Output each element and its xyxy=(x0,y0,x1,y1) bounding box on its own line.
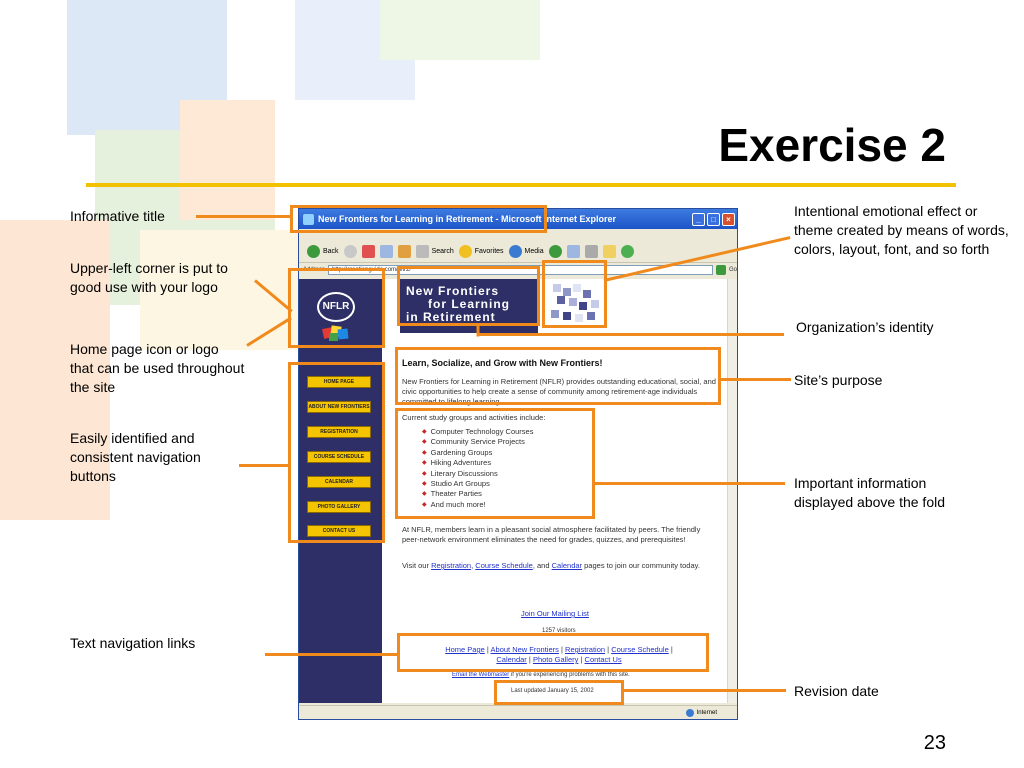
para2-suffix: pages to join our community today. xyxy=(584,561,700,570)
back-button[interactable] xyxy=(307,245,339,258)
banner-line-2: for Learning xyxy=(428,297,511,311)
banner-line-3: in Retirement xyxy=(406,310,496,324)
search-button[interactable] xyxy=(416,245,454,258)
nav-button-registration[interactable]: REGISTRATION xyxy=(307,426,371,438)
para2-sep-2: , and xyxy=(532,561,550,570)
back-label: Back xyxy=(323,248,339,255)
webmaster-line xyxy=(452,672,630,678)
deco-square-peach xyxy=(180,100,275,220)
media-button[interactable] xyxy=(509,245,544,258)
connector-nav xyxy=(239,464,288,467)
list-item: ◆ Literary Discussions xyxy=(422,469,545,479)
nav-separator: | xyxy=(528,655,531,664)
site-paragraph-1: At NFLR, members learn in a pleasant social atmosphere facilitated by peers. The friendly peer-network environment eliminates the need for grades, quizzes, and prerequisites! xyxy=(402,525,701,544)
media-label: Media xyxy=(524,248,544,255)
text-nav-registration[interactable]: Registration xyxy=(565,645,606,654)
site-headline: Learn, Socialize, and Grow with New Frontiers! xyxy=(402,358,603,368)
status-zone: Internet xyxy=(696,709,717,716)
close-icon[interactable]: × xyxy=(722,213,735,226)
address-field[interactable]: http://creationguide.com/nflr2/ xyxy=(328,265,713,275)
note-nav-buttons: Easily identified and consistent navigation buttons xyxy=(70,430,201,484)
mailing-list-link[interactable]: Join Our Mailing List xyxy=(521,609,589,618)
site-paragraph-2 xyxy=(402,561,702,571)
nav-separator: | xyxy=(670,645,673,654)
connector-identity-drop xyxy=(477,326,480,337)
nav-button-calendar[interactable]: CALENDAR xyxy=(307,476,371,488)
back-arrow-icon xyxy=(307,245,320,258)
para2-prefix: Visit our xyxy=(402,561,429,570)
refresh-icon[interactable] xyxy=(380,245,393,258)
browser-window xyxy=(298,208,738,720)
note-home-icon: Home page icon or logo that can be used throughout the site xyxy=(70,341,245,395)
note-emotional-effect: Intentional emotional effect or theme created by means of words, colors, layout, font, and so forth xyxy=(794,203,1009,257)
text-nav-calendar[interactable]: Calendar xyxy=(496,655,527,664)
nav-separator: | xyxy=(580,655,583,664)
page-viewport xyxy=(299,279,727,703)
webmaster-link[interactable]: Email the Webmaster xyxy=(452,672,510,678)
connector-revision xyxy=(624,689,786,692)
print-icon[interactable] xyxy=(585,245,598,258)
connector-text-nav xyxy=(265,653,397,656)
nflr-logo[interactable]: NFLR xyxy=(317,292,355,322)
globe-icon xyxy=(686,709,694,717)
nav-separator: | xyxy=(607,645,610,654)
text-nav-links xyxy=(409,645,709,665)
list-item: ◆ Hiking Adventures xyxy=(422,458,545,468)
media-icon xyxy=(509,245,522,258)
cubes-logo-icon xyxy=(321,324,351,342)
slide-title: Exercise 2 xyxy=(718,119,946,171)
connector-title xyxy=(196,215,290,218)
list-item: ◆ Community Service Projects xyxy=(422,437,545,447)
study-list xyxy=(422,427,545,510)
go-icon[interactable] xyxy=(716,265,726,275)
maximize-icon[interactable]: □ xyxy=(707,213,720,226)
deco-square-lightgreen xyxy=(380,0,540,60)
connector-above-fold xyxy=(595,482,785,485)
favorites-button[interactable] xyxy=(459,245,504,258)
browser-title: New Frontiers for Learning in Retirement - Microsoft Internet Explorer xyxy=(318,214,617,224)
nav-button-about[interactable]: ABOUT NEW FRONTIERS xyxy=(307,401,371,413)
list-item: ◆ And much more! xyxy=(422,500,545,510)
text-nav-photo-gallery[interactable]: Photo Gallery xyxy=(532,655,579,664)
revision-date: Last updated January 15, 2002 xyxy=(511,688,594,694)
title-underline xyxy=(86,183,956,187)
note-site-purpose: Site’s purpose xyxy=(794,372,883,388)
list-item: ◆ Studio Art Groups xyxy=(422,479,545,489)
webmaster-suffix: if you're experiencing problems with this site. xyxy=(510,672,630,678)
site-sidebar xyxy=(299,279,382,703)
study-groups xyxy=(402,413,545,510)
para2-sep-1: , xyxy=(471,561,474,570)
nav-button-contact[interactable]: CONTACT US xyxy=(307,525,371,537)
nav-button-photo-gallery[interactable]: PHOTO GALLERY xyxy=(307,501,371,513)
vertical-scrollbar[interactable] xyxy=(727,279,737,703)
home-icon[interactable] xyxy=(398,245,411,258)
list-item: ◆ Theater Parties xyxy=(422,489,545,499)
stop-icon[interactable] xyxy=(362,245,375,258)
search-label: Search xyxy=(431,248,454,255)
search-icon xyxy=(416,245,429,258)
link-registration[interactable]: Registration xyxy=(431,561,472,570)
link-calendar[interactable]: Calendar xyxy=(551,561,583,570)
visitor-counter: 1257 visitors xyxy=(542,628,576,634)
note-revision-date: Revision date xyxy=(794,683,879,699)
banner-line-1: New Frontiers xyxy=(406,284,500,298)
edit-icon[interactable] xyxy=(603,245,616,258)
connector-purpose xyxy=(721,378,791,381)
messenger-icon[interactable] xyxy=(621,245,634,258)
note-logo-corner: Upper-left corner is put to good use with your logo xyxy=(70,260,228,295)
mail-icon[interactable] xyxy=(567,245,580,258)
connector-identity xyxy=(478,333,784,336)
star-icon xyxy=(459,245,472,258)
history-icon[interactable] xyxy=(549,245,562,258)
link-course-schedule[interactable]: Course Schedule xyxy=(475,561,533,570)
nav-button-home[interactable]: HOME PAGE xyxy=(307,376,371,388)
minimize-icon[interactable]: _ xyxy=(692,213,705,226)
list-item: ◆ Computer Technology Courses xyxy=(422,427,545,437)
browser-statusbar xyxy=(299,705,737,719)
note-above-fold: Important information displayed above the fold xyxy=(794,475,945,510)
site-banner xyxy=(400,279,538,333)
pixel-mosaic-graphic xyxy=(549,282,601,326)
slide-number: 23 xyxy=(923,732,946,754)
favorites-label: Favorites xyxy=(474,248,504,255)
ie-icon xyxy=(303,214,314,225)
study-heading: Current study groups and activities include: xyxy=(402,413,546,422)
text-nav-about[interactable]: About New Frontiers xyxy=(490,645,559,654)
note-informative-title: Informative title xyxy=(70,208,165,224)
list-item: ◆ Gardening Groups xyxy=(422,448,545,458)
go-label[interactable]: Go xyxy=(728,267,737,273)
forward-arrow-icon[interactable] xyxy=(344,245,357,258)
note-text-nav: Text navigation links xyxy=(70,635,196,651)
text-nav-home[interactable]: Home Page xyxy=(445,645,485,654)
nav-separator: | xyxy=(486,645,489,654)
browser-menubar xyxy=(299,229,737,241)
site-intro: New Frontiers for Learning in Retirement (NFLR) provides outstanding educational, social, and civic opportunities to help create a sense of community among retirement-age individuals committed to lifelong learning xyxy=(402,377,716,406)
browser-toolbar xyxy=(299,241,737,263)
nav-button-course-schedule[interactable]: COURSE SCHEDULE xyxy=(307,451,371,463)
address-label: Address xyxy=(303,267,326,273)
text-nav-course-schedule[interactable]: Course Schedule xyxy=(611,645,669,654)
browser-titlebar xyxy=(299,209,737,229)
text-nav-contact[interactable]: Contact Us xyxy=(584,655,622,664)
note-org-identity: Organization’s identity xyxy=(796,319,934,335)
nav-separator: | xyxy=(560,645,563,654)
